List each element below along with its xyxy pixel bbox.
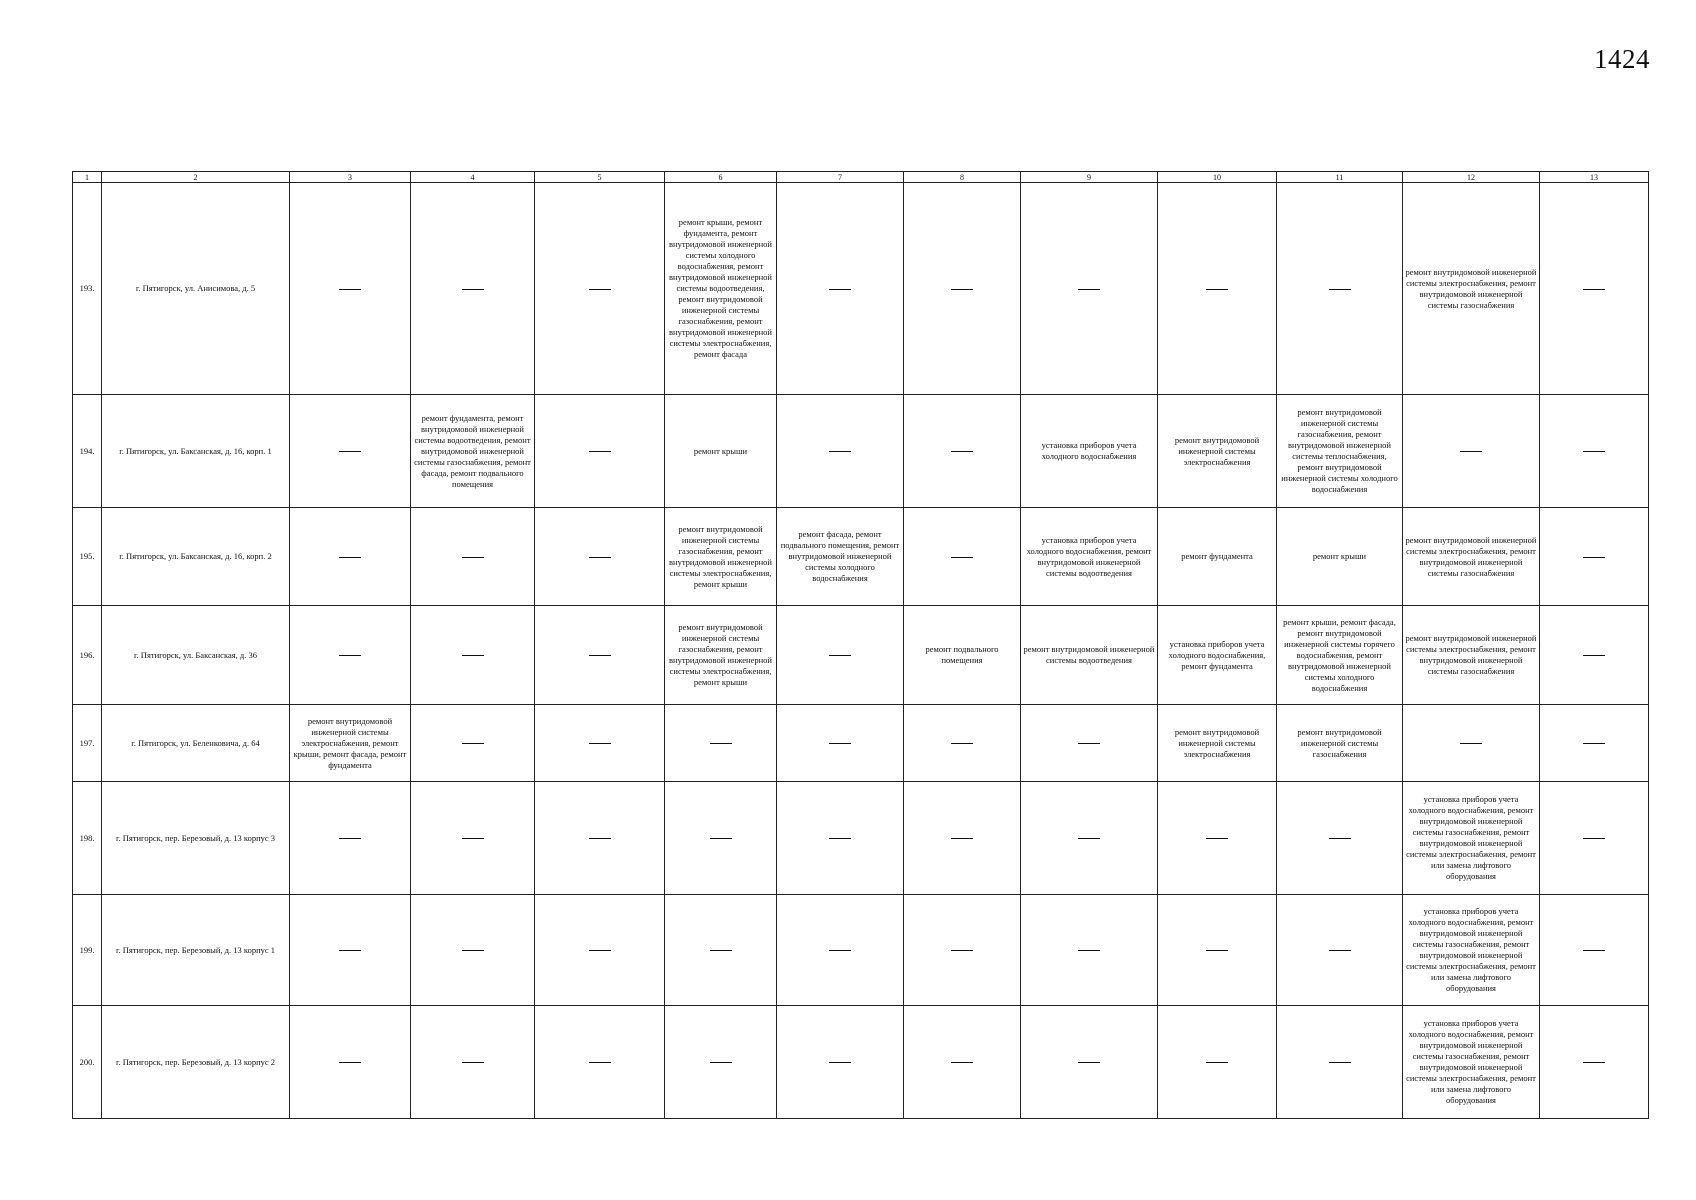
table-row: [73, 183, 1649, 395]
empty-cell: [1540, 395, 1649, 508]
address-cell: г. Пятигорск, ул. Беленковича, д. 64: [102, 705, 290, 782]
empty-cell: [777, 895, 904, 1006]
empty-cell: [1403, 395, 1540, 508]
empty-cell: [290, 782, 411, 895]
empty-cell: [1540, 508, 1649, 606]
row-number: 198.: [73, 782, 102, 895]
dash-mark: [589, 743, 611, 744]
dash-mark: [829, 289, 851, 290]
empty-cell: [904, 895, 1021, 1006]
dash-mark: [589, 655, 611, 656]
empty-cell: [535, 782, 665, 895]
work-type-cell: ремонт внутридомовой инженерной системы водоотведения: [1021, 606, 1158, 705]
empty-cell: [777, 705, 904, 782]
dash-mark: [1078, 1062, 1100, 1063]
dash-mark: [1329, 950, 1351, 951]
dash-mark: [1583, 743, 1605, 744]
dash-mark: [339, 557, 361, 558]
work-type-cell: установка приборов учета холодного водоснабжения: [1021, 395, 1158, 508]
work-type-cell: установка приборов учета холодного водоснабжения, ремонт фундамента: [1158, 606, 1277, 705]
empty-cell: [1277, 183, 1403, 395]
table-row: [73, 606, 1649, 705]
column-header: 4: [411, 172, 535, 183]
column-header: 6: [665, 172, 777, 183]
empty-cell: [535, 395, 665, 508]
empty-cell: [411, 1006, 535, 1119]
table-body: [73, 172, 1649, 1119]
dash-mark: [1583, 950, 1605, 951]
table-row: [73, 895, 1649, 1006]
dash-mark: [589, 838, 611, 839]
dash-mark: [829, 451, 851, 452]
dash-mark: [1078, 743, 1100, 744]
empty-cell: [1403, 705, 1540, 782]
empty-cell: [1277, 895, 1403, 1006]
dash-mark: [339, 838, 361, 839]
dash-mark: [589, 950, 611, 951]
work-type-cell: установка приборов учета холодного водоснабжения, ремонт внутридомовой инженерной системы водоотведения: [1021, 508, 1158, 606]
empty-cell: [535, 183, 665, 395]
work-type-cell: ремонт внутридомовой инженерной системы электроснабжения, ремонт крыши, ремонт фасада, ремонт фундамента: [290, 705, 411, 782]
dash-mark: [951, 451, 973, 452]
empty-cell: [1021, 1006, 1158, 1119]
dash-mark: [589, 557, 611, 558]
address-cell: г. Пятигорск, ул. Баксанская, д. 16, корп. 1: [102, 395, 290, 508]
work-type-cell: ремонт внутридомовой инженерной системы электроснабжения: [1158, 705, 1277, 782]
program-table: [72, 171, 1649, 1119]
empty-cell: [904, 395, 1021, 508]
work-type-cell: установка приборов учета холодного водоснабжения, ремонт внутридомовой инженерной системы газоснабжения, ремонт внутридомовой инженерной системы электроснабжения, ремонт или замена лифтового оборудования: [1403, 895, 1540, 1006]
dash-mark: [829, 743, 851, 744]
dash-mark: [1583, 838, 1605, 839]
work-type-cell: ремонт внутридомовой инженерной системы электроснабжения: [1158, 395, 1277, 508]
dash-mark: [1583, 451, 1605, 452]
column-header: 1: [73, 172, 102, 183]
work-type-cell: ремонт фасада, ремонт подвального помещения, ремонт внутридомовой инженерной системы холодного водоснабжения: [777, 508, 904, 606]
work-type-cell: ремонт крыши, ремонт фасада, ремонт внутридомовой инженерной системы горячего водоснабжения, ремонт внутридомовой инженерной системы холодного водоснабжения: [1277, 606, 1403, 705]
dash-mark: [1583, 557, 1605, 558]
row-number: 193.: [73, 183, 102, 395]
empty-cell: [777, 1006, 904, 1119]
empty-cell: [904, 782, 1021, 895]
work-type-cell: ремонт фундамента: [1158, 508, 1277, 606]
work-type-cell: ремонт внутридомовой инженерной системы электроснабжения, ремонт внутридомовой инженерной системы газоснабжения: [1403, 606, 1540, 705]
empty-cell: [411, 508, 535, 606]
work-type-cell: ремонт внутридомовой инженерной системы газоснабжения: [1277, 705, 1403, 782]
column-header: 8: [904, 172, 1021, 183]
address-cell: г. Пятигорск, ул. Баксанская, д. 16, корп. 2: [102, 508, 290, 606]
empty-cell: [665, 895, 777, 1006]
work-type-cell: ремонт внутридомовой инженерной системы газоснабжения, ремонт внутридомовой инженерной системы электроснабжения, ремонт крыши: [665, 508, 777, 606]
work-type-cell: ремонт фундамента, ремонт внутридомовой инженерной системы водоотведения, ремонт внутридомовой инженерной системы газоснабжения, ремонт фасада, ремонт подвального помещения: [411, 395, 535, 508]
empty-cell: [904, 508, 1021, 606]
empty-cell: [411, 606, 535, 705]
dash-mark: [1460, 451, 1482, 452]
dash-mark: [339, 289, 361, 290]
work-type-cell: ремонт крыши: [665, 395, 777, 508]
dash-mark: [710, 950, 732, 951]
dash-mark: [951, 838, 973, 839]
dash-mark: [339, 950, 361, 951]
column-header: 12: [1403, 172, 1540, 183]
dash-mark: [951, 743, 973, 744]
empty-cell: [904, 1006, 1021, 1119]
dash-mark: [462, 950, 484, 951]
dash-mark: [339, 655, 361, 656]
empty-cell: [535, 508, 665, 606]
address-cell: г. Пятигорск, ул. Баксанская, д. 36: [102, 606, 290, 705]
address-cell: г. Пятигорск, пер. Березовый, д. 13 корпус 2: [102, 1006, 290, 1119]
empty-cell: [290, 1006, 411, 1119]
empty-cell: [290, 183, 411, 395]
work-type-cell: ремонт внутридомовой инженерной системы газоснабжения, ремонт внутридомовой инженерной системы теплоснабжения, ремонт внутридомовой инженерной системы холодного водоснабжения: [1277, 395, 1403, 508]
empty-cell: [1540, 895, 1649, 1006]
dash-mark: [462, 1062, 484, 1063]
dash-mark: [710, 1062, 732, 1063]
work-type-cell: ремонт внутридомовой инженерной системы электроснабжения, ремонт внутридомовой инженерной системы газоснабжения: [1403, 183, 1540, 395]
empty-cell: [777, 606, 904, 705]
dash-mark: [1583, 289, 1605, 290]
work-type-cell: установка приборов учета холодного водоснабжения, ремонт внутридомовой инженерной системы газоснабжения, ремонт внутридомовой инженерной системы электроснабжения, ремонт или замена лифтового оборудования: [1403, 1006, 1540, 1119]
column-header: 3: [290, 172, 411, 183]
dash-mark: [829, 655, 851, 656]
work-type-cell: ремонт крыши, ремонт фундамента, ремонт внутридомовой инженерной системы холодного водоснабжения, ремонт внутридомовой инженерной системы водоотведения, ремонт внутридомовой инженерной системы газоснабжения, ремонт внутридомовой инженерной системы электроснабжения, ремонт фасада: [665, 183, 777, 395]
dash-mark: [710, 838, 732, 839]
dash-mark: [951, 289, 973, 290]
row-number: 196.: [73, 606, 102, 705]
empty-cell: [1277, 782, 1403, 895]
row-number: 199.: [73, 895, 102, 1006]
empty-cell: [1158, 183, 1277, 395]
column-header: 2: [102, 172, 290, 183]
work-type-cell: ремонт внутридомовой инженерной системы электроснабжения, ремонт внутридомовой инженерной системы газоснабжения: [1403, 508, 1540, 606]
empty-cell: [1021, 705, 1158, 782]
empty-cell: [1277, 1006, 1403, 1119]
empty-cell: [1158, 1006, 1277, 1119]
empty-cell: [904, 183, 1021, 395]
dash-mark: [1206, 1062, 1228, 1063]
empty-cell: [535, 606, 665, 705]
empty-cell: [1021, 183, 1158, 395]
dash-mark: [462, 838, 484, 839]
empty-cell: [535, 895, 665, 1006]
empty-cell: [411, 895, 535, 1006]
page-number: 1424: [1594, 44, 1650, 74]
empty-cell: [535, 705, 665, 782]
empty-cell: [777, 183, 904, 395]
empty-cell: [290, 395, 411, 508]
dash-mark: [1583, 1062, 1605, 1063]
table-row: [73, 782, 1649, 895]
dash-mark: [1078, 838, 1100, 839]
empty-cell: [411, 705, 535, 782]
dash-mark: [462, 743, 484, 744]
address-cell: г. Пятигорск, ул. Анисимова, д. 5: [102, 183, 290, 395]
dash-mark: [1078, 289, 1100, 290]
dash-mark: [1329, 1062, 1351, 1063]
dash-mark: [829, 950, 851, 951]
empty-cell: [535, 1006, 665, 1119]
empty-cell: [1021, 895, 1158, 1006]
column-header: 11: [1277, 172, 1403, 183]
table-row: [73, 395, 1649, 508]
dash-mark: [339, 451, 361, 452]
work-type-cell: установка приборов учета холодного водоснабжения, ремонт внутридомовой инженерной системы газоснабжения, ремонт внутридомовой инженерной системы электроснабжения, ремонт или замена лифтового оборудования: [1403, 782, 1540, 895]
dash-mark: [462, 557, 484, 558]
empty-cell: [411, 183, 535, 395]
empty-cell: [1021, 782, 1158, 895]
work-type-cell: ремонт внутридомовой инженерной системы газоснабжения, ремонт внутридомовой инженерной системы электроснабжения, ремонт крыши: [665, 606, 777, 705]
dash-mark: [951, 950, 973, 951]
dash-mark: [710, 743, 732, 744]
table-row: [73, 705, 1649, 782]
address-cell: г. Пятигорск, пер. Березовый, д. 13 корпус 3: [102, 782, 290, 895]
empty-cell: [411, 782, 535, 895]
empty-cell: [665, 782, 777, 895]
row-number: 200.: [73, 1006, 102, 1119]
empty-cell: [1540, 705, 1649, 782]
row-number: 195.: [73, 508, 102, 606]
empty-cell: [1540, 1006, 1649, 1119]
dash-mark: [462, 289, 484, 290]
dash-mark: [589, 1062, 611, 1063]
dash-mark: [1078, 950, 1100, 951]
empty-cell: [1158, 782, 1277, 895]
row-number: 197.: [73, 705, 102, 782]
empty-cell: [904, 705, 1021, 782]
dash-mark: [951, 1062, 973, 1063]
table-row: [73, 1006, 1649, 1119]
work-type-cell: ремонт подвального помещения: [904, 606, 1021, 705]
dash-mark: [589, 289, 611, 290]
empty-cell: [1540, 606, 1649, 705]
empty-cell: [777, 395, 904, 508]
column-header: 5: [535, 172, 665, 183]
dash-mark: [462, 655, 484, 656]
empty-cell: [290, 895, 411, 1006]
table-row: [73, 508, 1649, 606]
dash-mark: [1460, 743, 1482, 744]
dash-mark: [1206, 289, 1228, 290]
dash-mark: [1206, 950, 1228, 951]
empty-cell: [777, 782, 904, 895]
dash-mark: [589, 451, 611, 452]
dash-mark: [1583, 655, 1605, 656]
address-cell: г. Пятигорск, пер. Березовый, д. 13 корпус 1: [102, 895, 290, 1006]
empty-cell: [665, 705, 777, 782]
column-header: 10: [1158, 172, 1277, 183]
column-number-row: [73, 172, 1649, 183]
empty-cell: [290, 606, 411, 705]
column-header: 9: [1021, 172, 1158, 183]
dash-mark: [1329, 289, 1351, 290]
column-header: 7: [777, 172, 904, 183]
empty-cell: [290, 508, 411, 606]
row-number: 194.: [73, 395, 102, 508]
dash-mark: [1329, 838, 1351, 839]
dash-mark: [829, 1062, 851, 1063]
column-header: 13: [1540, 172, 1649, 183]
dash-mark: [829, 838, 851, 839]
empty-cell: [1540, 782, 1649, 895]
empty-cell: [1158, 895, 1277, 1006]
work-type-cell: ремонт крыши: [1277, 508, 1403, 606]
empty-cell: [665, 1006, 777, 1119]
dash-mark: [1206, 838, 1228, 839]
dash-mark: [951, 557, 973, 558]
empty-cell: [1540, 183, 1649, 395]
dash-mark: [339, 1062, 361, 1063]
